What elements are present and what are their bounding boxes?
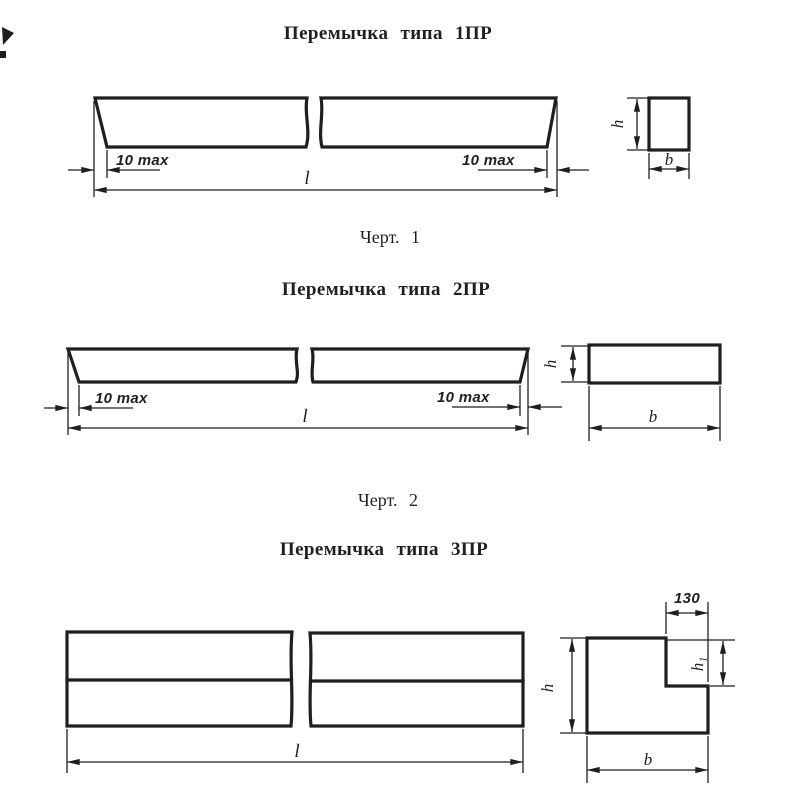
dim-label-length: l (294, 741, 300, 762)
dim-label-right-offset: 10 max (437, 389, 490, 406)
dim-label-h: h (538, 683, 557, 693)
figure-3pr (67, 539, 735, 783)
dim-label-130: 130 (674, 590, 700, 607)
figure-1pr (68, 23, 689, 247)
figure-2pr (44, 279, 720, 510)
dim-label-h: h (608, 119, 627, 129)
figure-2-caption: Черт. 2 (358, 490, 418, 510)
dimensions-1pr (68, 101, 589, 197)
cross-section-3pr (538, 590, 735, 783)
dim-label-right-offset: 10 max (462, 152, 515, 169)
cross-section-1pr (608, 98, 689, 179)
scan-artifacts (0, 27, 14, 58)
section-outline (649, 98, 689, 150)
figure-3-title: Перемычка типа 3ПР (279, 539, 489, 560)
beam-1-left-half (95, 98, 308, 147)
beam-1-right-half (321, 98, 556, 147)
section-outline (587, 638, 708, 733)
cross-section-2pr (541, 345, 720, 441)
section-outline (589, 345, 720, 383)
dim-label-length: l (302, 406, 308, 427)
section-dimensions (561, 346, 720, 441)
dim-label-length: l (304, 168, 310, 189)
beam-2-right-half (312, 349, 528, 382)
dim-label-h1: h₁ (688, 656, 707, 672)
figure-2-title: Перемычка типа 2ПР (281, 279, 491, 300)
figure-1-caption: Черт. 1 (360, 227, 420, 247)
dim-label-h: h (541, 359, 560, 369)
dim-label-b: b (643, 750, 653, 769)
dim-label-left-offset: 10 max (95, 390, 148, 407)
dim-label-b: b (648, 407, 658, 426)
section-dimensions (627, 98, 689, 179)
figure-1-title: Перемычка типа 1ПР (283, 23, 493, 44)
dim-label-b: b (664, 150, 674, 169)
dim-label-left-offset: 10 max (116, 152, 169, 169)
beam-2-left-half (68, 349, 297, 382)
